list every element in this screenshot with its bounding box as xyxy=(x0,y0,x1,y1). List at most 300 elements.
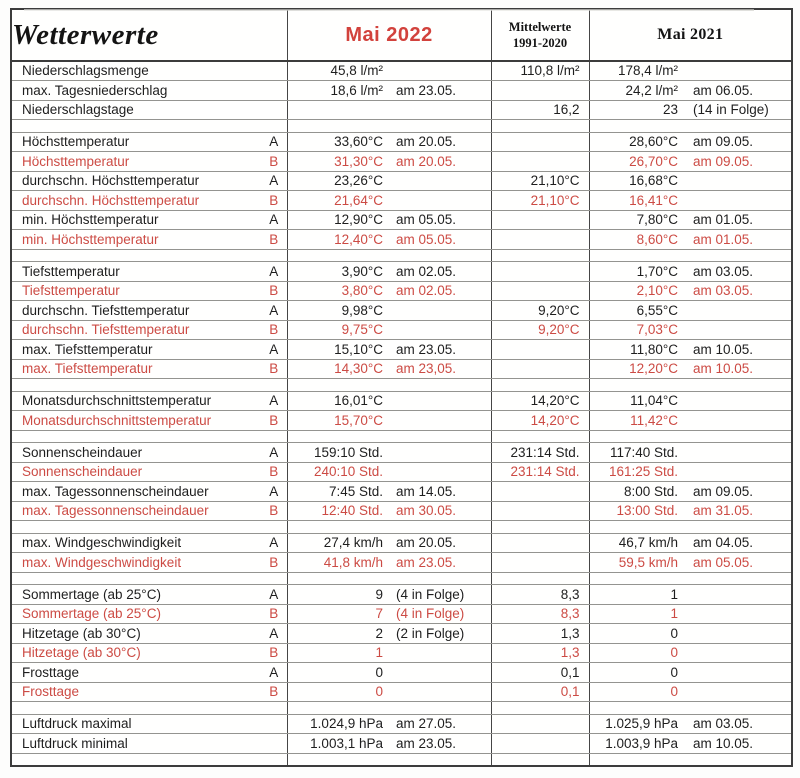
value-mittelwerte xyxy=(491,533,589,553)
date-may2021 xyxy=(685,604,792,624)
value-may2022: 18,6 l/m² xyxy=(287,81,387,101)
date-may2021 xyxy=(685,411,792,431)
date-may2021 xyxy=(685,301,792,321)
column-header-mai-2022-label: Mai 2022 xyxy=(345,23,433,46)
spacer-cell xyxy=(589,120,685,133)
spacer-cell xyxy=(387,249,491,262)
ab-flag xyxy=(261,100,287,120)
spacer-cell xyxy=(589,521,685,534)
spacer-cell xyxy=(491,430,589,443)
value-may2022: 31,30°C xyxy=(287,152,387,172)
value-may2022: 3,90°C xyxy=(287,262,387,282)
spacer-cell xyxy=(261,430,287,443)
row-label: max. Tagessonnenscheindauer xyxy=(11,482,261,502)
value-mittelwerte: 14,20°C xyxy=(491,411,589,431)
table-row xyxy=(11,100,792,120)
row-label: Sommertage (ab 25°C) xyxy=(11,585,261,605)
spacer-cell xyxy=(287,753,387,766)
value-mittelwerte: 8,3 xyxy=(491,585,589,605)
date-may2022: am 02.05. xyxy=(387,262,491,282)
weather-table xyxy=(10,8,793,767)
spacer-cell xyxy=(261,120,287,133)
row-label: Sonnenscheindauer xyxy=(11,443,261,463)
row-label: Sommertage (ab 25°C) xyxy=(11,604,261,624)
date-may2022: am 23.05. xyxy=(387,553,491,573)
value-mittelwerte xyxy=(491,359,589,379)
ab-flag: A xyxy=(261,482,287,502)
date-may2022: am 20.05. xyxy=(387,533,491,553)
spacer-cell xyxy=(491,753,589,766)
row-label: Frosttage xyxy=(11,682,261,702)
table-row xyxy=(11,624,792,644)
row-label: Niederschlagstage xyxy=(11,100,261,120)
value-may2021: 12,20°C xyxy=(589,359,685,379)
ab-flag xyxy=(261,714,287,734)
table-row xyxy=(11,462,792,482)
value-mittelwerte: 110,8 l/m² xyxy=(491,61,589,81)
value-mittelwerte: 21,10°C xyxy=(491,191,589,211)
date-may2022: am 23.05. xyxy=(387,340,491,360)
value-may2021: 16,68°C xyxy=(589,171,685,191)
spacer-cell xyxy=(11,702,261,715)
spacer-row xyxy=(11,249,792,262)
value-may2022: 41,8 km/h xyxy=(287,553,387,573)
table-row xyxy=(11,61,792,81)
spacer-cell xyxy=(685,120,792,133)
spacer-cell xyxy=(11,572,261,585)
ab-flag: A xyxy=(261,301,287,321)
date-may2021: am 03.05. xyxy=(685,714,792,734)
spacer-row xyxy=(11,430,792,443)
value-mittelwerte: 1,3 xyxy=(491,624,589,644)
value-may2021: 59,5 km/h xyxy=(589,553,685,573)
value-may2022: 1.024,9 hPa xyxy=(287,714,387,734)
value-mittelwerte: 16,2 xyxy=(491,100,589,120)
value-mittelwerte xyxy=(491,230,589,250)
value-may2022: 7:45 Std. xyxy=(287,482,387,502)
row-label: durchschn. Tiefsttemperatur xyxy=(11,301,261,321)
ab-flag: A xyxy=(261,132,287,152)
table-row xyxy=(11,230,792,250)
table-row xyxy=(11,81,792,101)
mittelwerte-line2: 1991-2020 xyxy=(512,36,568,50)
value-may2021: 8,60°C xyxy=(589,230,685,250)
value-may2022: 33,60°C xyxy=(287,132,387,152)
mittelwerte-line1: Mittelwerte xyxy=(508,19,572,34)
spacer-cell xyxy=(287,379,387,392)
spacer-cell xyxy=(491,249,589,262)
date-may2022: am 14.05. xyxy=(387,482,491,502)
column-header-mittelwerte xyxy=(491,9,589,61)
spacer-cell xyxy=(287,120,387,133)
ab-flag: A xyxy=(261,585,287,605)
value-mittelwerte xyxy=(491,482,589,502)
table-row xyxy=(11,553,792,573)
row-label: max. Tagesniederschlag xyxy=(11,81,261,101)
value-may2022: 159:10 Std. xyxy=(287,443,387,463)
table-row xyxy=(11,411,792,431)
date-may2022 xyxy=(387,663,491,683)
weather-table-body xyxy=(11,61,792,766)
row-label: Monatsdurchschnittstemperatur xyxy=(11,391,261,411)
value-may2022: 21,64°C xyxy=(287,191,387,211)
spacer-cell xyxy=(11,521,261,534)
value-mittelwerte xyxy=(491,734,589,754)
ab-flag: B xyxy=(261,501,287,521)
value-may2021: 13:00 Std. xyxy=(589,501,685,521)
value-may2021: 23 xyxy=(589,100,685,120)
ab-flag: B xyxy=(261,682,287,702)
ab-flag xyxy=(261,61,287,81)
value-may2022: 14,30°C xyxy=(287,359,387,379)
spacer-cell xyxy=(685,521,792,534)
date-may2022 xyxy=(387,643,491,663)
row-label: min. Höchsttemperatur xyxy=(11,230,261,250)
ab-flag: A xyxy=(261,533,287,553)
date-may2022 xyxy=(387,462,491,482)
date-may2022 xyxy=(387,320,491,340)
value-mittelwerte xyxy=(491,262,589,282)
date-may2021: am 10.05. xyxy=(685,359,792,379)
date-may2021: am 04.05. xyxy=(685,533,792,553)
date-may2022: am 20.05. xyxy=(387,152,491,172)
value-may2021: 26,70°C xyxy=(589,152,685,172)
date-may2022: am 23,05. xyxy=(387,359,491,379)
spacer-cell xyxy=(685,379,792,392)
spacer-row xyxy=(11,572,792,585)
date-may2021 xyxy=(685,320,792,340)
value-may2021: 8:00 Std. xyxy=(589,482,685,502)
value-may2021: 2,10°C xyxy=(589,281,685,301)
value-may2021: 0 xyxy=(589,682,685,702)
page-title: Wetterwerte xyxy=(11,9,287,61)
row-label: Luftdruck maximal xyxy=(11,714,261,734)
date-may2022 xyxy=(387,61,491,81)
table-row xyxy=(11,152,792,172)
value-may2022: 23,26°C xyxy=(287,171,387,191)
date-may2022: (4 in Folge) xyxy=(387,604,491,624)
date-may2021: am 06.05. xyxy=(685,81,792,101)
spacer-cell xyxy=(261,753,287,766)
table-row xyxy=(11,210,792,230)
value-mittelwerte xyxy=(491,152,589,172)
ab-flag: B xyxy=(261,320,287,340)
row-label: Niederschlagsmenge xyxy=(11,61,261,81)
spacer-cell xyxy=(287,521,387,534)
ab-flag: A xyxy=(261,391,287,411)
value-may2022: 12:40 Std. xyxy=(287,501,387,521)
date-may2022: (4 in Folge) xyxy=(387,585,491,605)
spacer-row xyxy=(11,379,792,392)
ab-flag: B xyxy=(261,191,287,211)
date-may2022: (2 in Folge) xyxy=(387,624,491,644)
value-mittelwerte: 231:14 Std. xyxy=(491,462,589,482)
value-may2022 xyxy=(287,100,387,120)
value-may2021: 16,41°C xyxy=(589,191,685,211)
table-row xyxy=(11,281,792,301)
table-row xyxy=(11,340,792,360)
ab-flag xyxy=(261,81,287,101)
spacer-cell xyxy=(491,572,589,585)
table-row xyxy=(11,482,792,502)
value-may2022: 0 xyxy=(287,663,387,683)
ab-flag: B xyxy=(261,553,287,573)
spacer-cell xyxy=(287,702,387,715)
value-may2022: 45,8 l/m² xyxy=(287,61,387,81)
spacer-cell xyxy=(589,753,685,766)
spacer-cell xyxy=(11,753,261,766)
spacer-cell xyxy=(11,249,261,262)
table-row xyxy=(11,391,792,411)
table-row xyxy=(11,132,792,152)
date-may2021 xyxy=(685,462,792,482)
value-may2021: 28,60°C xyxy=(589,132,685,152)
value-may2021: 1 xyxy=(589,585,685,605)
table-row xyxy=(11,443,792,463)
value-mittelwerte xyxy=(491,340,589,360)
ab-flag: A xyxy=(261,624,287,644)
row-label: Höchsttemperatur xyxy=(11,132,261,152)
value-may2022: 0 xyxy=(287,682,387,702)
spacer-row xyxy=(11,702,792,715)
spacer-cell xyxy=(589,430,685,443)
row-label: max. Tiefsttemperatur xyxy=(11,340,261,360)
value-may2022: 1 xyxy=(287,643,387,663)
row-label: max. Windgeschwindigkeit xyxy=(11,553,261,573)
value-may2021: 1,70°C xyxy=(589,262,685,282)
value-may2022: 12,90°C xyxy=(287,210,387,230)
value-may2021: 0 xyxy=(589,624,685,644)
ab-flag: B xyxy=(261,152,287,172)
value-may2022: 2 xyxy=(287,624,387,644)
column-header-mai-2022 xyxy=(287,9,491,61)
ab-flag: B xyxy=(261,359,287,379)
date-may2021: am 09.05. xyxy=(685,482,792,502)
spacer-cell xyxy=(491,379,589,392)
value-may2021: 11,04°C xyxy=(589,391,685,411)
date-may2022: am 02.05. xyxy=(387,281,491,301)
ab-flag: B xyxy=(261,281,287,301)
date-may2022: am 23.05. xyxy=(387,81,491,101)
value-may2021: 7,03°C xyxy=(589,320,685,340)
spacer-cell xyxy=(491,521,589,534)
value-mittelwerte: 0,1 xyxy=(491,663,589,683)
value-may2022: 9,75°C xyxy=(287,320,387,340)
row-label: min. Höchsttemperatur xyxy=(11,210,261,230)
table-row xyxy=(11,734,792,754)
value-mittelwerte: 9,20°C xyxy=(491,320,589,340)
date-may2021 xyxy=(685,61,792,81)
value-may2021: 1 xyxy=(589,604,685,624)
spacer-cell xyxy=(11,430,261,443)
date-may2022: am 23.05. xyxy=(387,734,491,754)
table-row xyxy=(11,359,792,379)
date-may2021 xyxy=(685,391,792,411)
value-may2021: 1.003,9 hPa xyxy=(589,734,685,754)
value-may2022: 15,10°C xyxy=(287,340,387,360)
spacer-cell xyxy=(387,753,491,766)
spacer-cell xyxy=(287,430,387,443)
spacer-cell xyxy=(387,572,491,585)
value-may2022: 27,4 km/h xyxy=(287,533,387,553)
spacer-cell xyxy=(589,702,685,715)
date-may2021 xyxy=(685,443,792,463)
value-mittelwerte: 231:14 Std. xyxy=(491,443,589,463)
spacer-row xyxy=(11,753,792,766)
date-may2022: am 30.05. xyxy=(387,501,491,521)
date-may2022: am 27.05. xyxy=(387,714,491,734)
value-mittelwerte xyxy=(491,553,589,573)
spacer-cell xyxy=(685,702,792,715)
value-mittelwerte xyxy=(491,210,589,230)
spacer-cell xyxy=(685,572,792,585)
spacer-cell xyxy=(387,430,491,443)
value-may2021: 7,80°C xyxy=(589,210,685,230)
table-header-row xyxy=(11,9,792,61)
spacer-cell xyxy=(11,120,261,133)
spacer-cell xyxy=(11,379,261,392)
value-mittelwerte: 14,20°C xyxy=(491,391,589,411)
date-may2021: am 10.05. xyxy=(685,734,792,754)
spacer-cell xyxy=(685,249,792,262)
table-row xyxy=(11,604,792,624)
row-label: Hitzetage (ab 30°C) xyxy=(11,643,261,663)
value-may2021: 11,80°C xyxy=(589,340,685,360)
table-row xyxy=(11,682,792,702)
table-row xyxy=(11,191,792,211)
date-may2021 xyxy=(685,663,792,683)
spacer-cell xyxy=(685,753,792,766)
date-may2022 xyxy=(387,100,491,120)
row-label: Hitzetage (ab 30°C) xyxy=(11,624,261,644)
ab-flag: A xyxy=(261,663,287,683)
value-may2021: 1.025,9 hPa xyxy=(589,714,685,734)
date-may2021 xyxy=(685,682,792,702)
date-may2021: am 03.05. xyxy=(685,281,792,301)
date-may2021: am 05.05. xyxy=(685,553,792,573)
date-may2022: am 20.05. xyxy=(387,132,491,152)
value-may2022: 12,40°C xyxy=(287,230,387,250)
date-may2021: am 03.05. xyxy=(685,262,792,282)
row-label: Monatsdurchschnittstemperatur xyxy=(11,411,261,431)
table-row xyxy=(11,663,792,683)
value-may2021: 0 xyxy=(589,643,685,663)
spacer-cell xyxy=(261,521,287,534)
spacer-cell xyxy=(589,249,685,262)
spacer-cell xyxy=(261,249,287,262)
table-row xyxy=(11,585,792,605)
table-row xyxy=(11,643,792,663)
ab-flag xyxy=(261,734,287,754)
row-label: max. Tiefsttemperatur xyxy=(11,359,261,379)
row-label: Sonnenscheindauer xyxy=(11,462,261,482)
spacer-cell xyxy=(287,249,387,262)
date-may2021 xyxy=(685,624,792,644)
value-mittelwerte: 8,3 xyxy=(491,604,589,624)
date-may2022 xyxy=(387,682,491,702)
value-may2022: 16,01°C xyxy=(287,391,387,411)
date-may2021: am 01.05. xyxy=(685,210,792,230)
spacer-cell xyxy=(387,379,491,392)
table-row xyxy=(11,533,792,553)
date-may2022: am 05.05. xyxy=(387,210,491,230)
value-mittelwerte: 9,20°C xyxy=(491,301,589,321)
column-header-mai-2021 xyxy=(589,9,792,61)
spacer-cell xyxy=(261,702,287,715)
value-may2021: 6,55°C xyxy=(589,301,685,321)
ab-flag: B xyxy=(261,604,287,624)
spacer-cell xyxy=(589,572,685,585)
row-label: max. Windgeschwindigkeit xyxy=(11,533,261,553)
date-may2022 xyxy=(387,411,491,431)
date-may2021: (14 in Folge) xyxy=(685,100,792,120)
date-may2021: am 09.05. xyxy=(685,132,792,152)
spacer-row xyxy=(11,521,792,534)
row-label: durchschn. Höchsttemperatur xyxy=(11,171,261,191)
scan-artifact xyxy=(24,9,754,11)
date-may2022 xyxy=(387,443,491,463)
value-mittelwerte xyxy=(491,281,589,301)
value-may2022: 240:10 Std. xyxy=(287,462,387,482)
value-may2022: 9 xyxy=(287,585,387,605)
row-label: max. Tagessonnenscheindauer xyxy=(11,501,261,521)
date-may2021: am 31.05. xyxy=(685,501,792,521)
ab-flag: A xyxy=(261,443,287,463)
value-may2022: 15,70°C xyxy=(287,411,387,431)
value-may2022: 7 xyxy=(287,604,387,624)
column-header-mai-2021-label: Mai 2021 xyxy=(657,26,724,43)
ab-flag: A xyxy=(261,262,287,282)
row-label: Frosttage xyxy=(11,663,261,683)
spacer-cell xyxy=(491,120,589,133)
value-may2022: 9,98°C xyxy=(287,301,387,321)
spacer-cell xyxy=(491,702,589,715)
value-may2021: 0 xyxy=(589,663,685,683)
spacer-cell xyxy=(589,379,685,392)
spacer-cell xyxy=(387,521,491,534)
value-may2021: 161:25 Std. xyxy=(589,462,685,482)
spacer-cell xyxy=(685,430,792,443)
ab-flag: A xyxy=(261,210,287,230)
spacer-cell xyxy=(387,702,491,715)
value-mittelwerte xyxy=(491,81,589,101)
date-may2022: am 05.05. xyxy=(387,230,491,250)
ab-flag: B xyxy=(261,230,287,250)
value-may2022: 3,80°C xyxy=(287,281,387,301)
spacer-cell xyxy=(387,120,491,133)
value-may2021: 117:40 Std. xyxy=(589,443,685,463)
date-may2021 xyxy=(685,171,792,191)
table-row xyxy=(11,501,792,521)
ab-flag: B xyxy=(261,411,287,431)
value-mittelwerte xyxy=(491,501,589,521)
table-row xyxy=(11,320,792,340)
value-mittelwerte: 1,3 xyxy=(491,643,589,663)
value-may2022: 1.003,1 hPa xyxy=(287,734,387,754)
row-label: durchschn. Höchsttemperatur xyxy=(11,191,261,211)
value-may2021: 46,7 km/h xyxy=(589,533,685,553)
value-mittelwerte: 21,10°C xyxy=(491,171,589,191)
date-may2021 xyxy=(685,643,792,663)
table-row xyxy=(11,714,792,734)
table-row xyxy=(11,301,792,321)
row-label: Tiefsttemperatur xyxy=(11,281,261,301)
spacer-cell xyxy=(261,572,287,585)
value-mittelwerte xyxy=(491,714,589,734)
date-may2022 xyxy=(387,191,491,211)
value-may2021: 11,42°C xyxy=(589,411,685,431)
spacer-row xyxy=(11,120,792,133)
